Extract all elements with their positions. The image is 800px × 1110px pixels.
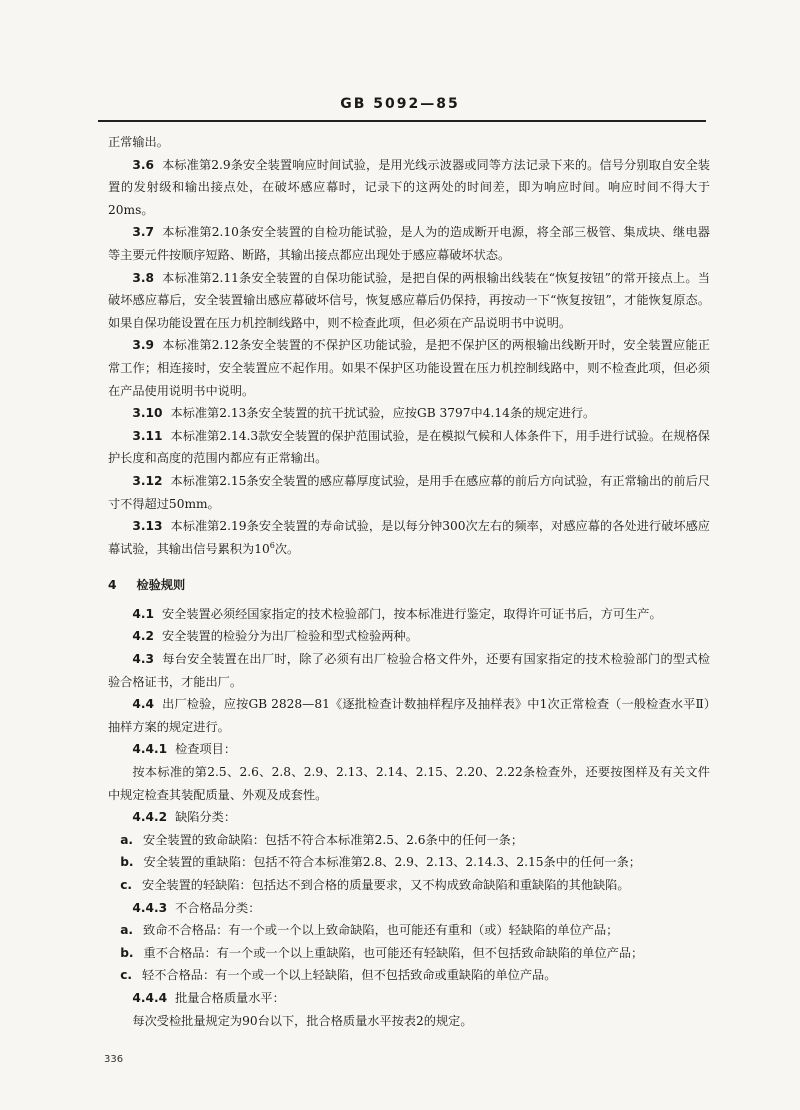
- clause-number: 4.4.2: [132, 810, 168, 825]
- clause-title: 缺陷分类：: [175, 810, 237, 825]
- clause-text: 出厂检验，应按GB 2828—81《逐批检查计数抽样程序及抽样表》中1次正常检查（一般检查水平Ⅱ）抽样方案的规定进行。: [108, 697, 710, 734]
- clause-title: 不合格品分类：: [175, 900, 261, 915]
- list-item: a. 致命不合格品：有一个或一个以上致命缺陷，也可能还有重和（或）轻缺陷的单位产品；: [120, 923, 619, 938]
- clause-text-end: 次。: [274, 541, 300, 556]
- clause-3-9: [108, 334, 710, 402]
- clause-4-2: [108, 625, 710, 648]
- clause-number: 3.9: [132, 338, 154, 353]
- clause-text: 本标准第2.14.3款安全装置的保护范围试验，是在模拟气候和人体条件下，用手进行试验。在规格保护长度和高度的范围内都应有正常输出。: [108, 428, 710, 466]
- document-body: [108, 131, 710, 1032]
- clause-number: 4.1: [132, 606, 154, 621]
- list-item: b. 重不合格品：有一个或一个以上重缺陷，也可能还有轻缺陷，但不包括致命缺陷的单位产品；: [120, 945, 644, 960]
- clause-4-4-1-text: 按本标准的第2.5、2.6、2.8、2.9、2.13、2.14、2.15、2.20、2.22条检查外，还要按图样及有关文件中规定检查其装配质量、外观及成套性。: [108, 765, 710, 802]
- clause-number: 3.13: [132, 519, 163, 534]
- clause-text: 安全装置的检验分为出厂检验和型式检验两种。: [161, 629, 418, 644]
- clause-3-8: [108, 267, 710, 335]
- clause-4-4: [108, 693, 710, 738]
- clause-text: 本标准第2.9条安全装置响应时间试验，是用光线示波器或同等方法记录下来的。信号分别取自安全装置的发射级和输出接点处，在破坏感应幕时，记录下的这两处的时间差，即为响应时间。响应时间不得大于20ms。: [108, 157, 710, 217]
- clause-title: 检查项目：: [175, 742, 237, 757]
- clause-text: 本标准第2.10条安全装置的自检功能试验，是人为的造成断开电源，将全部三极管、集成块、继电器等主要元件按顺序短路、断路，其输出接点都应出现处于感应幕破坏状态。: [108, 225, 710, 262]
- item-label: b.: [120, 945, 134, 960]
- clause-4-4-4-heading: [108, 987, 710, 1010]
- list-item: b. 安全装置的重缺陷：包括不符合本标准第2.8、2.9、2.13、2.14.3、2.15条中的任何一条；: [120, 855, 641, 870]
- clause-3-13: [108, 515, 710, 560]
- clause-3-6: [108, 154, 710, 222]
- clause-number: 4.4: [132, 697, 154, 712]
- clause-number: 4.4.3: [132, 900, 168, 915]
- header-rule: [98, 120, 706, 122]
- exponent: 6: [269, 540, 275, 550]
- section-number: 4: [108, 578, 117, 593]
- clause-text: 安全装置必须经国家指定的技术检验部门，按本标准进行鉴定，取得许可证书后，方可生产。: [161, 606, 662, 621]
- clause-4-4-4-text: 每次受检批量规定为90台以下，批合格质量水平按表2的规定。: [132, 1013, 473, 1028]
- standard-header: GB 5092—85: [340, 96, 460, 112]
- clause-number: 3.12: [132, 473, 163, 488]
- list-item: c. 轻不合格品：有一个或一个以上轻缺陷，但不包括致命或重缺陷的单位产品。: [120, 968, 557, 983]
- clause-4-4-3-heading: [108, 897, 710, 920]
- clause-3-7: [108, 221, 710, 266]
- clause-number: 4.4.1: [132, 742, 168, 757]
- clause-4-4-2-heading: [108, 806, 710, 829]
- list-item: a. 安全装置的致命缺陷：包括不符合本标准第2.5、2.6条中的任何一条；: [120, 832, 524, 847]
- page-number: 336: [104, 1054, 124, 1065]
- paragraph-continuation: 正常输出。: [108, 135, 169, 149]
- clause-number: 3.10: [132, 406, 163, 421]
- item-label: c.: [120, 968, 133, 983]
- clause-4-3: [108, 648, 710, 693]
- clause-text: 本标准第2.15条安全装置的感应幕厚度试验，是用手在感应幕的前后方向试验，有正常输出的前后尺寸不得超过50mm。: [108, 473, 710, 511]
- clause-text: 本标准第2.13条安全装置的抗干扰试验，应按GB 3797中4.14条的规定进行。: [170, 406, 596, 421]
- item-label: b.: [120, 855, 134, 870]
- clause-number: 3.8: [132, 270, 154, 285]
- clause-text: 本标准第2.19条安全装置的寿命试验，是以每分钟300次左右的频率，对感应幕的各处进行破坏感应幕试验，其输出信号累积为10: [108, 519, 710, 556]
- section-title: 检验规则: [136, 578, 186, 593]
- clause-number: 4.4.4: [132, 990, 168, 1005]
- item-label: c.: [120, 878, 133, 892]
- list-item: c. 安全装置的轻缺陷：包括达不到合格的质量要求，又不构成致命缺陷和重缺陷的其他缺陷。: [120, 878, 630, 892]
- clause-3-12: [108, 470, 710, 515]
- clause-number: 3.7: [132, 225, 154, 240]
- clause-text: 本标准第2.11条安全装置的自保功能试验，是把自保的两根输出线装在“恢复按钮”的常开接点上。当破坏感应幕后，安全装置输出感应幕破坏信号，恢复感应幕后仍保持，再按动一下“恢复按钮”，才能恢复原态。如果自保功能设置在压力机控制线路中，则不检查此项，但必须在产品说明书中说明。: [108, 270, 710, 330]
- clause-4-1: [108, 603, 710, 626]
- clause-title: 批量合格质量水平：: [175, 990, 285, 1005]
- item-label: a.: [120, 832, 134, 847]
- clause-4-4-1-heading: [108, 738, 710, 761]
- clause-3-11: [108, 425, 710, 470]
- clause-3-10: [108, 402, 710, 425]
- clause-number: 3.6: [132, 157, 154, 172]
- section-4-heading: [108, 574, 710, 597]
- clause-number: 3.11: [132, 428, 163, 443]
- clause-text: 每台安全装置在出厂时，除了必须有出厂检验合格文件外，还要有国家指定的技术检验部门的型式检验合格证书，才能出厂。: [108, 652, 710, 689]
- item-label: a.: [120, 923, 134, 938]
- clause-text: 本标准第2.12条安全装置的不保护区功能试验，是把不保护区的两根输出线断开时，安全装置应能正常工作；相连接时，安全装置应不起作用。如果不保护区功能设置在压力机控制线路中，则不检查此项，但必须在产品使用说明书中说明。: [108, 338, 710, 398]
- clause-number: 4.2: [132, 629, 154, 644]
- clause-number: 4.3: [132, 652, 154, 667]
